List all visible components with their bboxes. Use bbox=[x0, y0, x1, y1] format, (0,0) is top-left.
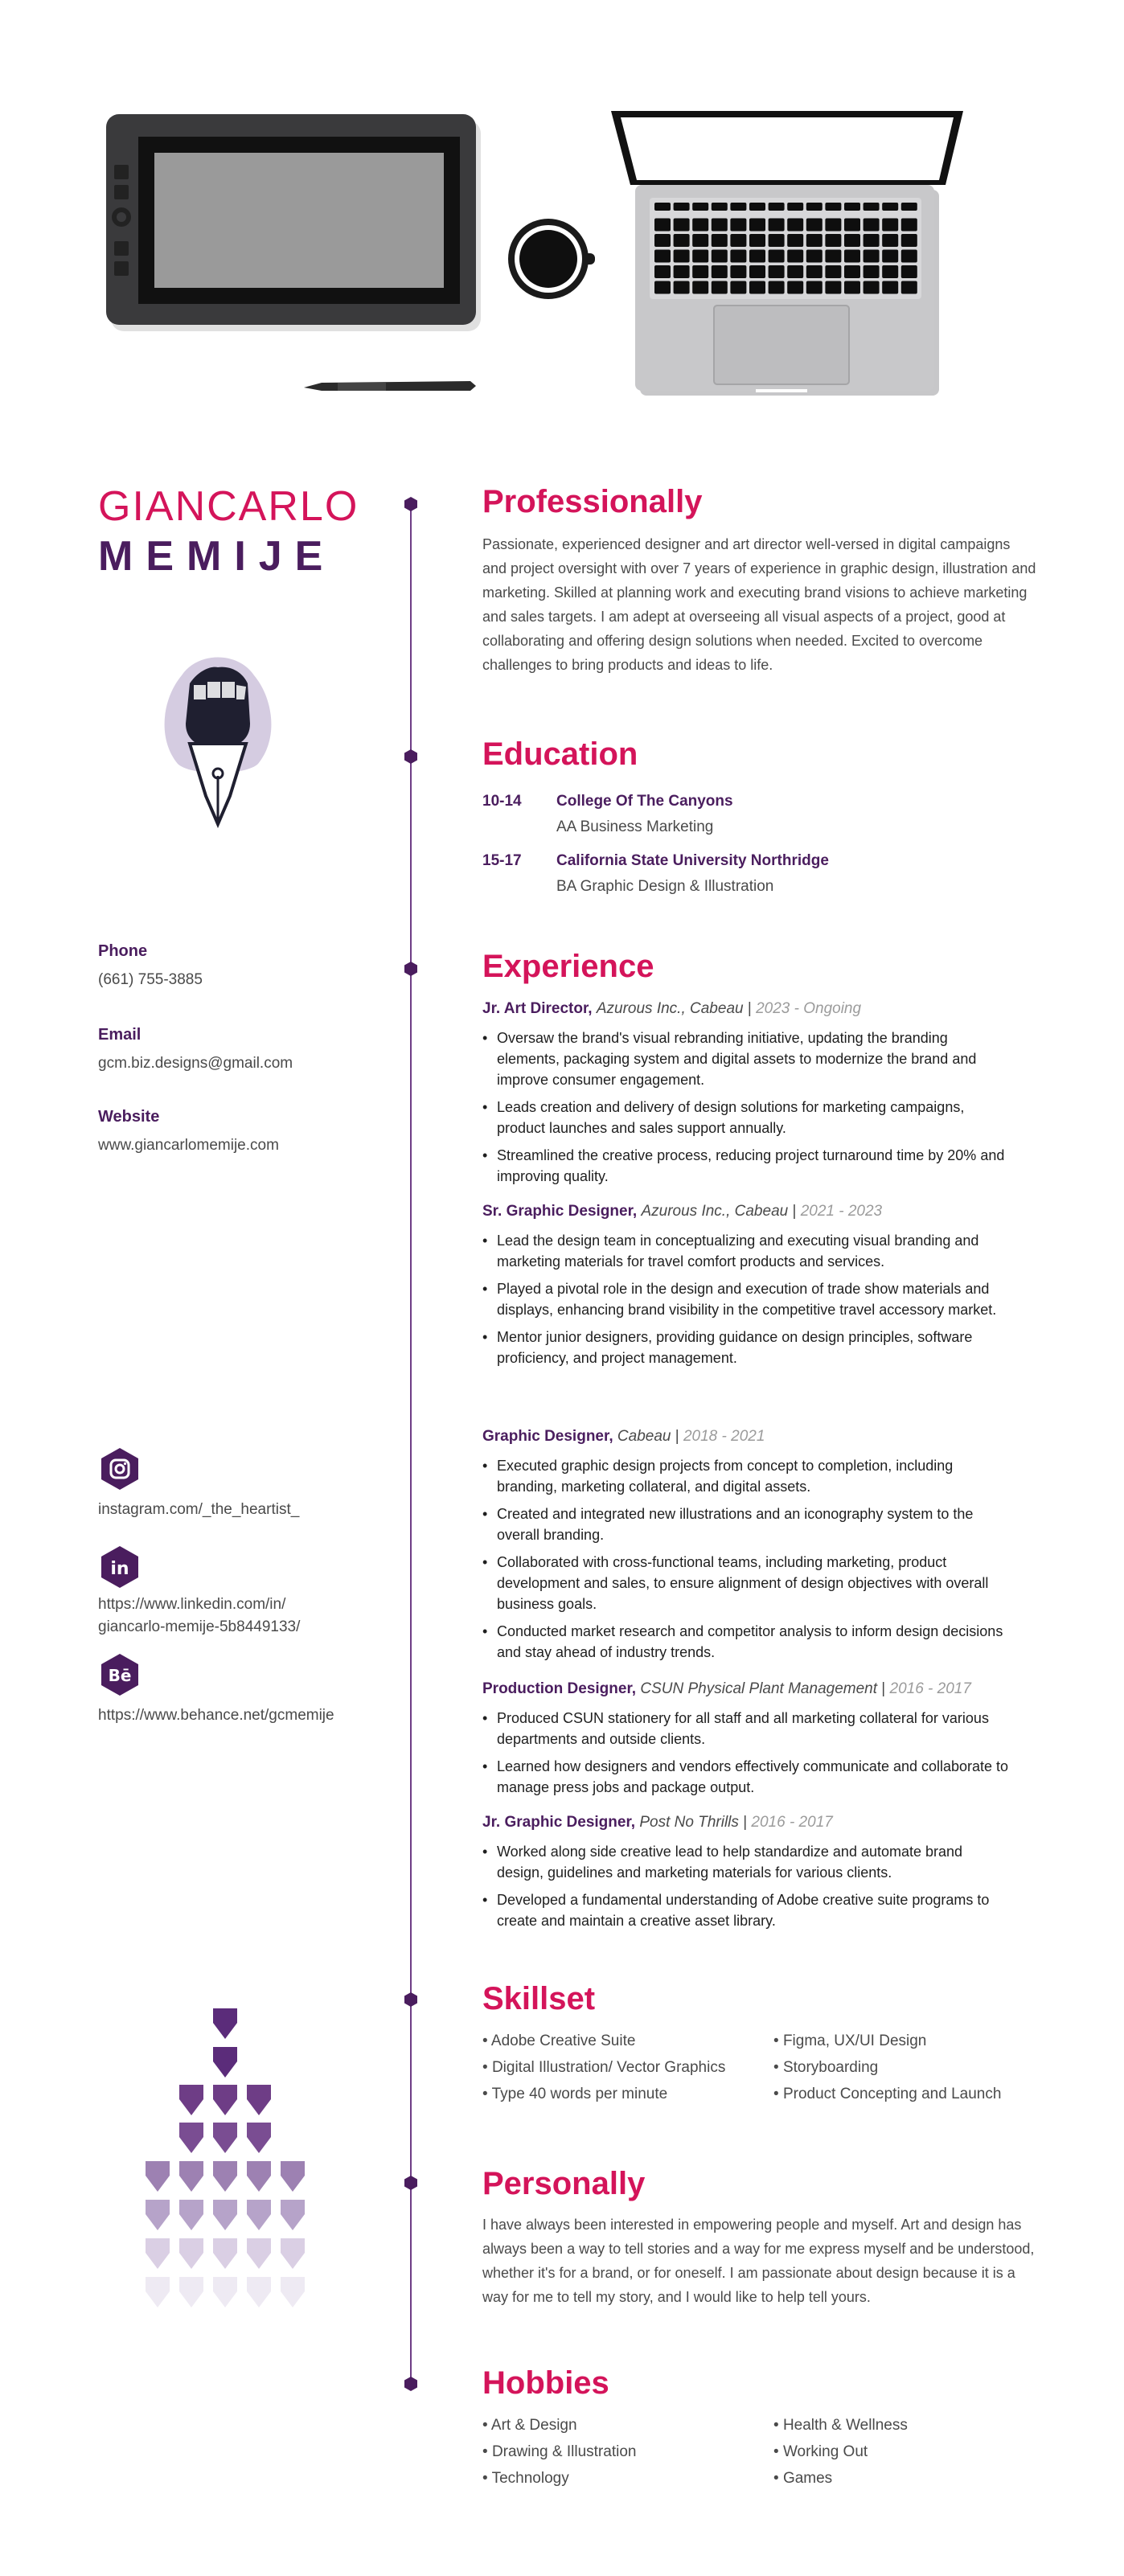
keyboard-key bbox=[864, 250, 880, 263]
job-bullet: • Produced CSUN stationery for all staff and all marketing collateral for various departments and outside clients. bbox=[482, 1708, 1013, 1749]
job-bullets bbox=[482, 1028, 1013, 1193]
job-bullet: • Collaborated with cross-functional teams, including marketing, product development and sales, to ensure alignment of design objectives with overall business goals. bbox=[482, 1552, 1013, 1614]
keyboard-key bbox=[692, 203, 708, 211]
linkedin-icon[interactable] bbox=[98, 1545, 142, 1589]
keyboard-key bbox=[654, 281, 671, 294]
job-separator: | bbox=[747, 1000, 752, 1017]
fist-pen-mark bbox=[247, 2200, 271, 2230]
keyboard-key bbox=[844, 203, 860, 211]
education-school: College Of The Canyons bbox=[556, 793, 733, 810]
first-name: GIANCARLO bbox=[98, 483, 359, 530]
keyboard-key bbox=[864, 281, 880, 294]
keyboard-key bbox=[901, 250, 917, 263]
timeline-line bbox=[410, 507, 412, 2388]
job-dates: 2021 - 2023 bbox=[800, 1203, 883, 1220]
stylus bbox=[304, 381, 476, 391]
keyboard-key bbox=[674, 203, 690, 211]
fist-pen-mark bbox=[247, 2085, 271, 2115]
keyboard-key bbox=[692, 250, 708, 263]
fist-pen-mark bbox=[213, 2238, 237, 2269]
keyboard-key bbox=[749, 265, 765, 278]
skill-item: • Figma, UX/UI Design bbox=[773, 2028, 1001, 2054]
job-header bbox=[482, 1428, 765, 1446]
hobby-item: • Games bbox=[773, 2465, 908, 2492]
last-name: MEMIJE bbox=[98, 533, 336, 580]
fist-pyramid-graphic bbox=[129, 2000, 322, 2338]
keyboard-key bbox=[825, 234, 841, 247]
timeline-dot bbox=[404, 749, 418, 764]
keyboard-key bbox=[864, 234, 880, 247]
fist-pen-mark bbox=[213, 2200, 237, 2230]
section-title-experience: Experience bbox=[482, 949, 654, 984]
job-title: Production Designer, bbox=[482, 1680, 637, 1697]
keyboard-key bbox=[730, 234, 746, 247]
job-title: Sr. Graphic Designer, bbox=[482, 1203, 638, 1220]
keyboard-key bbox=[882, 219, 898, 232]
keyboard-key bbox=[730, 265, 746, 278]
keyboard-key bbox=[654, 265, 671, 278]
keyboard-key bbox=[844, 234, 860, 247]
hobby-item: • Drawing & Illustration bbox=[482, 2439, 636, 2465]
keyboard-key bbox=[674, 219, 690, 232]
fist-pen-mark bbox=[179, 2200, 203, 2230]
job-bullet: • Worked along side creative lead to help standardize and automate brand design, guidelines and marketing materials for various clients. bbox=[482, 1841, 1013, 1883]
fist-pen-mark bbox=[146, 2200, 170, 2230]
keyboard-key bbox=[787, 250, 803, 263]
timeline-dot bbox=[404, 2377, 418, 2391]
job-dates: 2018 - 2021 bbox=[683, 1428, 765, 1445]
skill-item: • Adobe Creative Suite bbox=[482, 2028, 725, 2054]
keyboard-key bbox=[769, 281, 785, 294]
keyboard-key bbox=[864, 203, 880, 211]
job-bullet: • Created and integrated new illustrations and an iconography system to the overall branding. bbox=[482, 1503, 1013, 1545]
job-dates: 2023 - Ongoing bbox=[756, 1000, 862, 1017]
keyboard-key bbox=[882, 234, 898, 247]
fist-pen-mark bbox=[247, 2238, 271, 2269]
keyboard-key bbox=[654, 219, 671, 232]
keyboard-key bbox=[654, 234, 671, 247]
job-company: Azurous Inc., Cabeau bbox=[596, 1000, 744, 1017]
job-bullets bbox=[482, 1841, 1013, 1938]
professional-summary: Passionate, experienced designer and art director well-versed in digital campaigns and project oversight with over 7 years of experience in graphic design, illustration and marketing. Skilled at planning work and executing brand visions to achieve marketing and sales targets. I am adept at overseeing all visual aspects of a project, good at collaborating and offering design solutions when needed. Excited to overcome challenges to bring products and ideas to life. bbox=[482, 536, 1036, 673]
keyboard-key bbox=[825, 281, 841, 294]
education-degree: BA Graphic Design & Illustration bbox=[556, 878, 774, 895]
keyboard-key bbox=[806, 234, 822, 247]
section-title-education: Education bbox=[482, 736, 638, 772]
job-bullet: • Streamlined the creative process, reducing project turnaround time by 20% and improving quality. bbox=[482, 1145, 1013, 1187]
job-company: Cabeau bbox=[617, 1428, 671, 1445]
job-header bbox=[482, 1814, 833, 1832]
behance-icon[interactable] bbox=[98, 1653, 142, 1696]
job-separator: | bbox=[743, 1814, 748, 1831]
keyboard-key bbox=[787, 281, 803, 294]
fist-pen-mark bbox=[213, 2161, 237, 2192]
keyboard-key bbox=[749, 234, 765, 247]
job-header bbox=[482, 1203, 882, 1220]
job-bullet: • Executed graphic design projects from concept to completion, including branding, marketing collateral, and digital assets. bbox=[482, 1455, 1013, 1497]
svg-text:in: in bbox=[110, 1559, 129, 1579]
fist-pen-mark bbox=[281, 2200, 305, 2230]
job-bullet: • Conducted market research and competitor analysis to inform design decisions and stay ahead of industry trends. bbox=[482, 1621, 1013, 1663]
keyboard-key bbox=[864, 219, 880, 232]
hobbies-list-left bbox=[482, 2412, 636, 2492]
email-value[interactable]: gcm.biz.designs@gmail.com bbox=[98, 1055, 293, 1072]
website-link[interactable]: www.giancarlomemije.com bbox=[98, 1137, 279, 1154]
keyboard-key bbox=[806, 265, 822, 278]
keyboard-key bbox=[806, 219, 822, 232]
instagram-link[interactable]: instagram.com/_the_heartist_ bbox=[98, 1501, 300, 1518]
keyboard-key bbox=[806, 203, 822, 211]
keyboard-key bbox=[825, 250, 841, 263]
keyboard-key bbox=[901, 234, 917, 247]
drawing-tablet bbox=[106, 114, 481, 331]
fist-pen-mark bbox=[281, 2238, 305, 2269]
job-title: Jr. Art Director, bbox=[482, 1000, 593, 1017]
keyboard-key bbox=[674, 265, 690, 278]
keyboard-key bbox=[749, 281, 765, 294]
keyboard-key bbox=[749, 219, 765, 232]
keyboard-key bbox=[712, 203, 728, 211]
keyboard-key bbox=[787, 234, 803, 247]
fist-pen-mark bbox=[247, 2161, 271, 2192]
hero-illustration bbox=[0, 0, 1124, 450]
fist-pen-mark bbox=[213, 2047, 237, 2078]
keyboard-key bbox=[692, 265, 708, 278]
timeline-dot bbox=[404, 1992, 418, 2007]
job-company: CSUN Physical Plant Management bbox=[640, 1680, 878, 1697]
keyboard-key bbox=[787, 265, 803, 278]
section-title-personally: Personally bbox=[482, 2166, 646, 2201]
hobbies-list-right bbox=[773, 2412, 908, 2492]
keyboard-key bbox=[692, 219, 708, 232]
keyboard-key bbox=[730, 219, 746, 232]
hobby-item: • Working Out bbox=[773, 2439, 908, 2465]
skills-list-right bbox=[773, 2028, 1001, 2107]
keyboard-key bbox=[712, 250, 728, 263]
job-bullets bbox=[482, 1230, 1013, 1375]
timeline-dot bbox=[404, 962, 418, 976]
keyboard-key bbox=[844, 281, 860, 294]
fist-pen-mark bbox=[281, 2277, 305, 2307]
hobby-item: • Health & Wellness bbox=[773, 2412, 908, 2439]
keyboard-key bbox=[712, 265, 728, 278]
keyboard-key bbox=[882, 265, 898, 278]
keyboard-key bbox=[825, 219, 841, 232]
skill-item: • Digital Illustration/ Vector Graphics bbox=[482, 2054, 725, 2081]
keyboard-key bbox=[787, 219, 803, 232]
job-header bbox=[482, 1000, 861, 1018]
keyboard-key bbox=[730, 203, 746, 211]
instagram-icon[interactable] bbox=[98, 1447, 142, 1491]
keyboard-key bbox=[769, 250, 785, 263]
education-degree: AA Business Marketing bbox=[556, 818, 714, 835]
keyboard-key bbox=[901, 281, 917, 294]
keyboard-key bbox=[712, 219, 728, 232]
keyboard-key bbox=[825, 203, 841, 211]
fist-pen-mark bbox=[146, 2161, 170, 2192]
education-years: 10-14 bbox=[482, 793, 522, 810]
section-title-professionally: Professionally bbox=[482, 484, 703, 519]
keyboard-key bbox=[806, 281, 822, 294]
linkedin-link-line1[interactable]: https://www.linkedin.com/in/ bbox=[98, 1596, 286, 1613]
fist-pen-logo bbox=[158, 635, 278, 836]
job-dates: 2016 - 2017 bbox=[889, 1680, 971, 1697]
keyboard-key bbox=[654, 250, 671, 263]
keyboard-key bbox=[825, 265, 841, 278]
keyboard-key bbox=[882, 203, 898, 211]
svg-text:Bē: Bē bbox=[108, 1666, 132, 1685]
keyboard-key bbox=[844, 219, 860, 232]
skill-item: • Type 40 words per minute bbox=[482, 2081, 725, 2107]
job-header bbox=[482, 1680, 971, 1698]
keyboard-key bbox=[769, 265, 785, 278]
keyboard-key bbox=[730, 281, 746, 294]
keyboard-key bbox=[692, 234, 708, 247]
keyboard-key bbox=[901, 203, 917, 211]
keyboard-key bbox=[692, 281, 708, 294]
phone-value[interactable]: (661) 755-3885 bbox=[98, 971, 203, 988]
keyboard-key bbox=[882, 250, 898, 263]
keyboard-key bbox=[654, 203, 671, 211]
phone-label: Phone bbox=[98, 942, 148, 960]
skill-item: • Storyboarding bbox=[773, 2054, 1001, 2081]
keyboard-key bbox=[787, 203, 803, 211]
keyboard-key bbox=[712, 234, 728, 247]
fist-pen-mark bbox=[179, 2123, 203, 2153]
section-title-skillset: Skillset bbox=[482, 1981, 596, 2016]
fist-pen-mark bbox=[213, 2123, 237, 2153]
fist-pen-mark bbox=[213, 2008, 237, 2039]
hobby-item: • Technology bbox=[482, 2465, 636, 2492]
keyboard-key bbox=[769, 234, 785, 247]
job-bullet: • Mentor junior designers, providing guidance on design principles, software proficiency, and project management. bbox=[482, 1327, 1013, 1368]
section-title-hobbies: Hobbies bbox=[482, 2365, 609, 2401]
fist-pen-mark bbox=[179, 2238, 203, 2269]
job-company: Post No Thrills bbox=[639, 1814, 739, 1831]
timeline-dot bbox=[404, 497, 418, 511]
linkedin-link-line2[interactable]: giancarlo-memije-5b8449133/ bbox=[98, 1618, 301, 1635]
fist-pen-mark bbox=[179, 2277, 203, 2307]
fist-pen-mark bbox=[213, 2085, 237, 2115]
job-bullets bbox=[482, 1708, 1013, 1804]
job-bullet: • Developed a fundamental understanding of Adobe creative suite programs to create and maintain a creative asset library. bbox=[482, 1889, 1013, 1931]
keyboard-key bbox=[844, 265, 860, 278]
coffee-cup bbox=[508, 219, 595, 299]
laptop bbox=[611, 111, 963, 396]
job-title: Graphic Designer, bbox=[482, 1428, 613, 1445]
education-years: 15-17 bbox=[482, 852, 522, 869]
job-bullet: • Oversaw the brand's visual rebranding initiative, updating the branding elements, packaging system and digital assets to modernize the brand and improve consumer engagement. bbox=[482, 1028, 1013, 1090]
hobby-item: • Art & Design bbox=[482, 2412, 636, 2439]
skill-item: • Product Concepting and Launch bbox=[773, 2081, 1001, 2107]
keyboard-key bbox=[749, 203, 765, 211]
fist-pen-mark bbox=[179, 2161, 203, 2192]
keyboard-key bbox=[806, 250, 822, 263]
keyboard-key bbox=[901, 265, 917, 278]
fist-pen-mark bbox=[146, 2277, 170, 2307]
keyboard-key bbox=[674, 250, 690, 263]
keyboard-key bbox=[864, 265, 880, 278]
fist-pen-mark bbox=[213, 2277, 237, 2307]
fist-pen-mark bbox=[247, 2123, 271, 2153]
job-separator: | bbox=[792, 1203, 797, 1220]
job-title: Jr. Graphic Designer, bbox=[482, 1814, 636, 1831]
timeline-dot bbox=[404, 2176, 418, 2190]
skills-list-left bbox=[482, 2028, 725, 2107]
linkedin-link[interactable] bbox=[98, 1594, 300, 1639]
job-bullets bbox=[482, 1455, 1013, 1669]
keyboard-key bbox=[769, 219, 785, 232]
job-company: Azurous Inc., Cabeau bbox=[641, 1203, 789, 1220]
job-bullet: • Leads creation and delivery of design solutions for marketing campaigns, product launches and sales support annually. bbox=[482, 1097, 1013, 1138]
fist-pen-mark bbox=[146, 2238, 170, 2269]
email-label: Email bbox=[98, 1026, 142, 1044]
keyboard-key bbox=[712, 281, 728, 294]
behance-link[interactable]: https://www.behance.net/gcmemije bbox=[98, 1707, 334, 1724]
fist-pen-mark bbox=[179, 2085, 203, 2115]
keyboard-key bbox=[844, 250, 860, 263]
keyboard-key bbox=[769, 203, 785, 211]
keyboard-key bbox=[674, 281, 690, 294]
fist-pen-mark bbox=[281, 2161, 305, 2192]
keyboard-key bbox=[730, 250, 746, 263]
job-separator: | bbox=[881, 1680, 886, 1697]
keyboard-key bbox=[901, 219, 917, 232]
job-bullet: • Lead the design team in conceptualizing and executing visual branding and marketing materials for travel comfort products and services. bbox=[482, 1230, 1013, 1272]
personal-statement: I have always been interested in empowering people and myself. Art and design has always been a way to tell stories and a way for me express myself and be understood, whether it's for a brand, or for oneself. I am passionate about design because it is a way for me to tell my story, and I would like to help tell yours. bbox=[482, 2217, 1035, 2305]
education-school: California State University Northridge bbox=[556, 852, 829, 869]
keyboard-key bbox=[882, 281, 898, 294]
job-separator: | bbox=[675, 1428, 679, 1445]
keyboard-key bbox=[749, 250, 765, 263]
keyboard-key bbox=[674, 234, 690, 247]
job-bullet: • Played a pivotal role in the design and execution of trade show materials and displays, enhancing brand visibility in the competitive travel accessory market. bbox=[482, 1278, 1013, 1320]
job-bullet: • Learned how designers and vendors effectively communicate and collaborate to manage press jobs and package output. bbox=[482, 1756, 1013, 1798]
fist-pen-mark bbox=[247, 2277, 271, 2307]
job-dates: 2016 - 2017 bbox=[751, 1814, 833, 1831]
website-label: Website bbox=[98, 1108, 160, 1126]
